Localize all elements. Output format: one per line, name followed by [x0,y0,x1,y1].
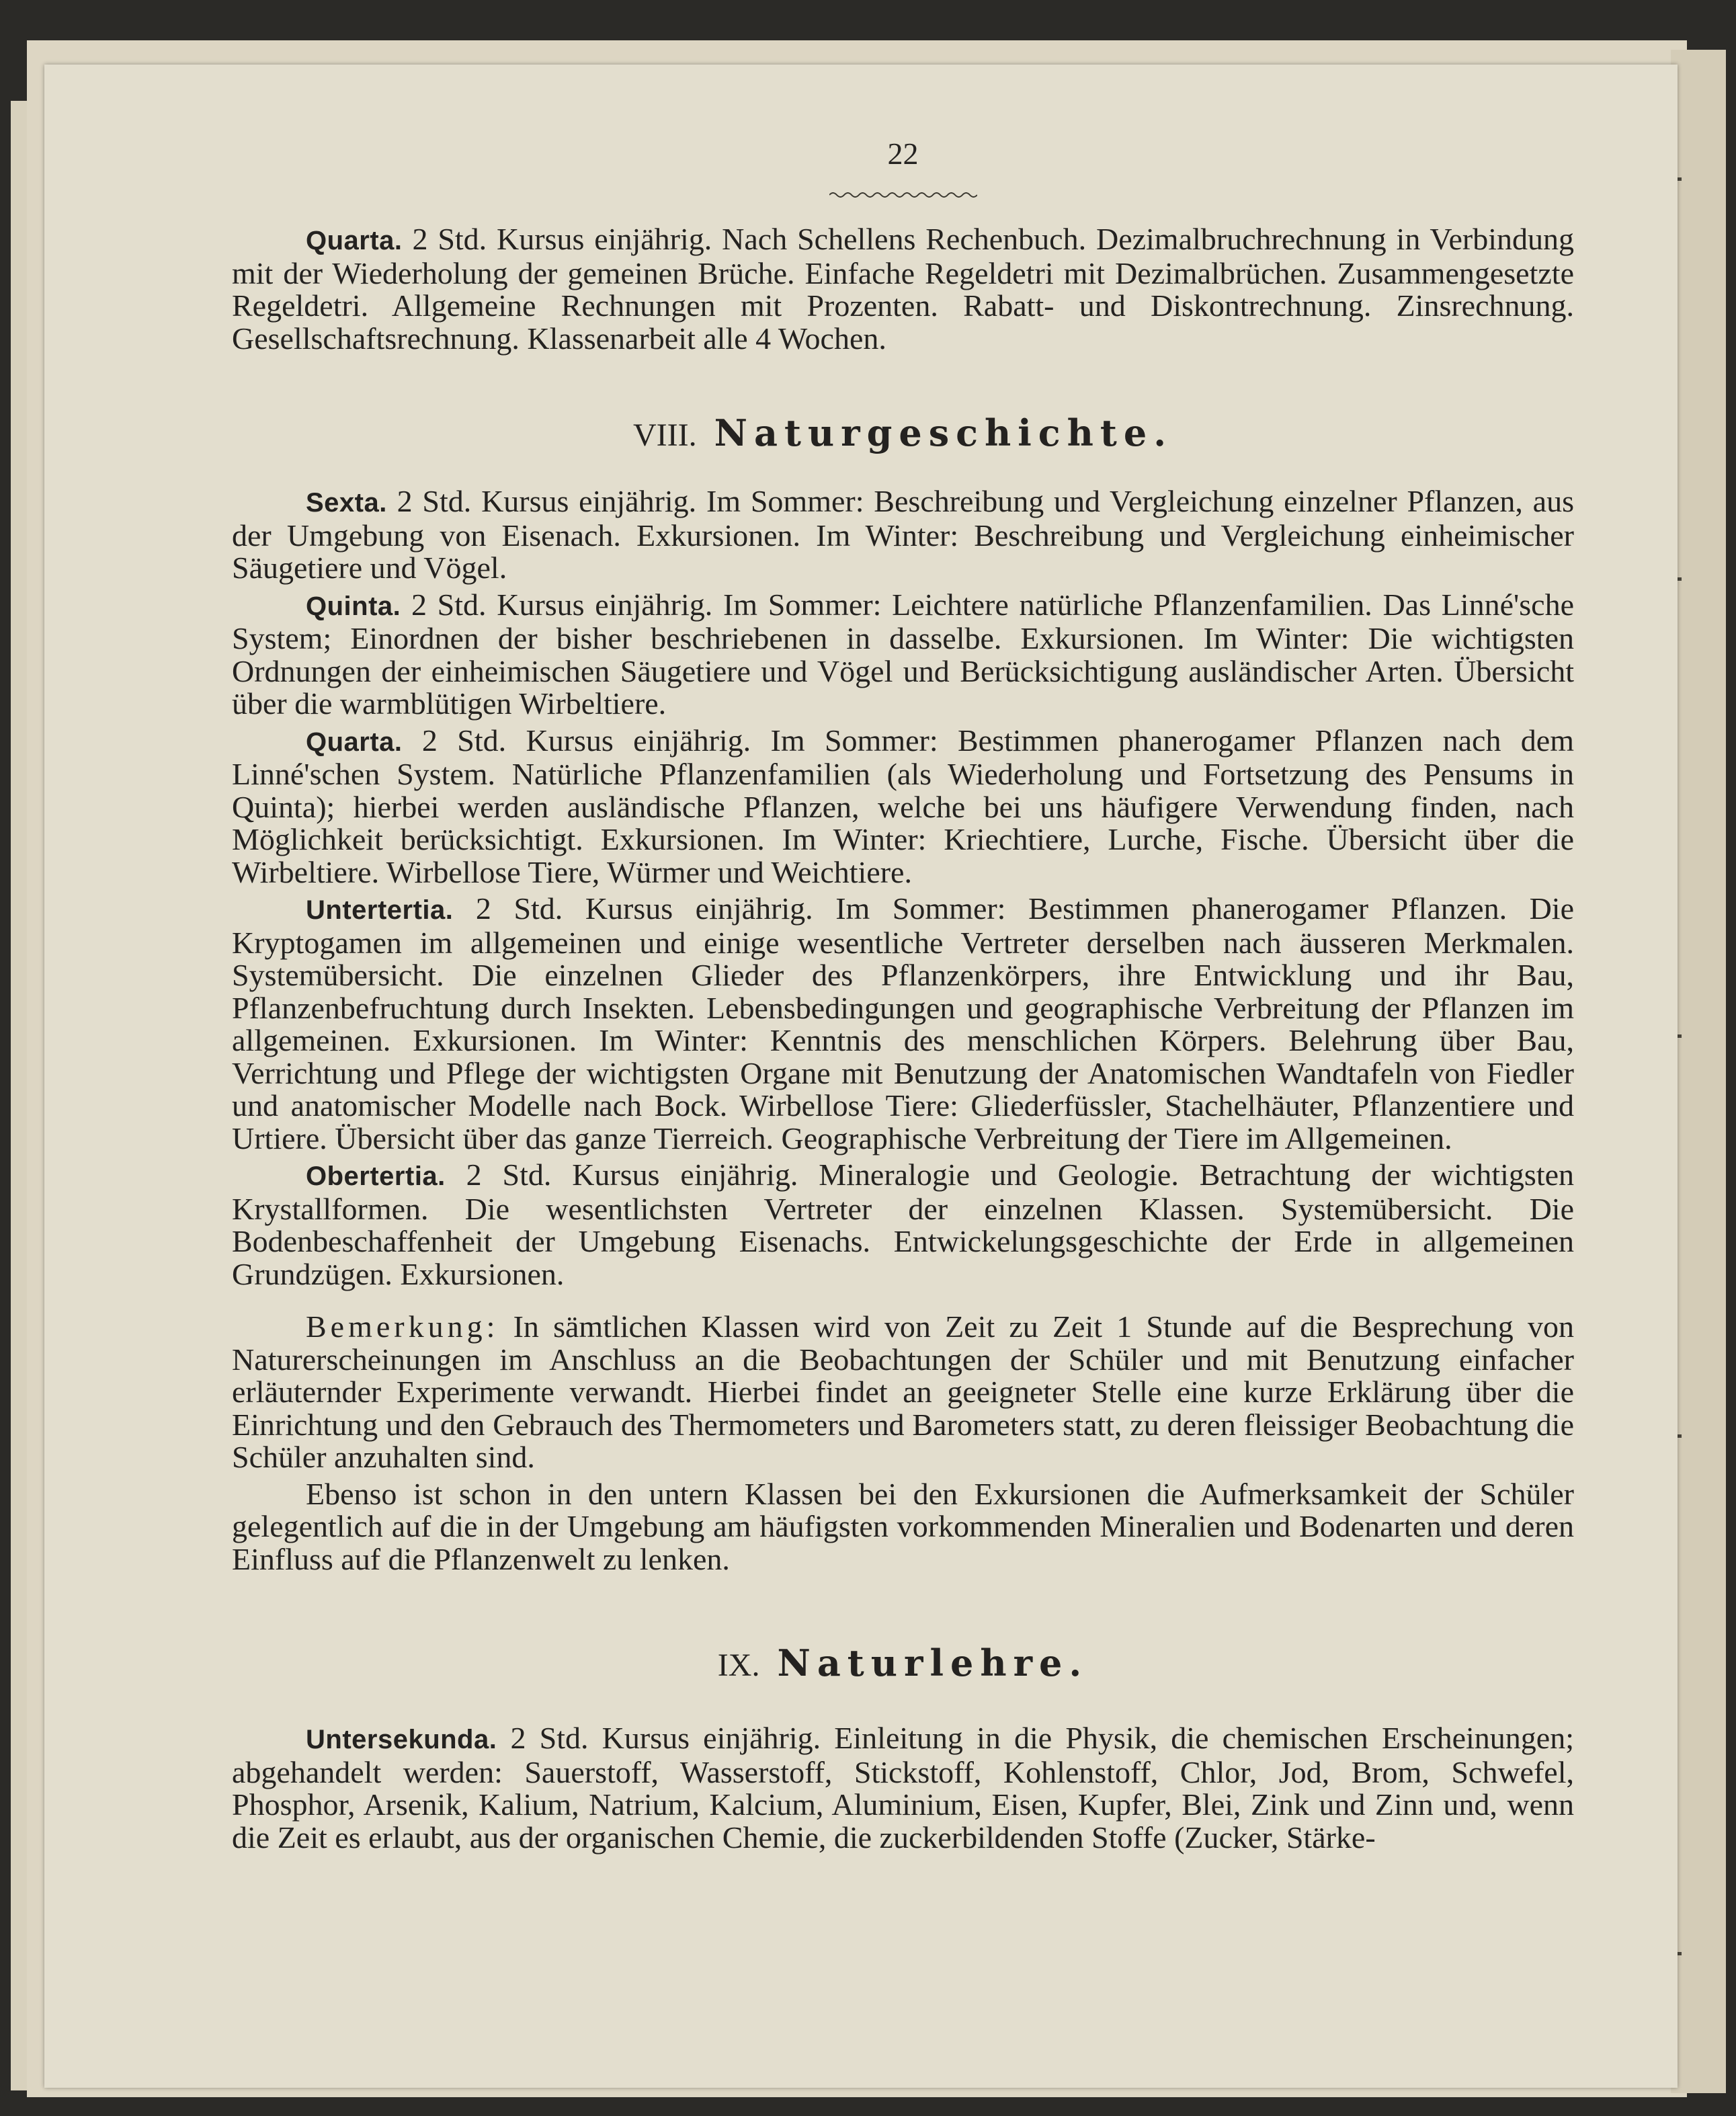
remark-paragraph: Ebenso ist schon in den untern Klassen bei den Exkursionen die Aufmerksamkeit der Schüler gelegentlich auf die in der Umgebung am häufigsten vorkommenden Mineralien und Bodenarten und deren Einfluss auf die Pflanzenwelt zu lenken. [232,1476,1574,1576]
class-label: Untersekunda. [306,1725,497,1754]
section-heading [232,413,1574,456]
class-label: Quinta. [306,591,401,621]
wavy-rule-icon [829,190,977,200]
remark-label: Bemerkung: [306,1309,499,1344]
section-title: Naturgeschichte. [714,411,1173,454]
curriculum-entry [232,1722,1574,1854]
paragraph-text: 2 Std. Kursus einjährig. Im Sommer: Bestimmen phanerogamer Pflanzen. Die Kryptogamen im allgemeinen und einige wesentliche Vertreter derselben nach äusseren Merkmalen. Systemübersicht. Die einzelnen Glieder des Pflanzenkörpers, ihre Entwicklung und ihr Bau, Pflanzenbefruchtung durch Insekten. Lebensbedingungen und geographische Verbreitung der Pflanzen im allgemeinen. Exkursionen. Im Winter: Kenntnis des menschlichen Körpers. Belehrung über Bau, Verrichtung und Pflege der wichtigsten Organe mit Benutzung der Anatomischen Wandtafeln von Fiedler und anatomischer Modelle nach Bock. Wirbellose Tiere: Gliederfüssler, Stachelhäuter, Pflanzentiere und Urtiere. Übersicht über das ganze Tierreich. Geographische Verbreitung der Tiere im Allgemeinen. [232,891,1575,1155]
curriculum-entry [232,1159,1574,1291]
paragraph-text: In sämtlichen Klassen wird von Zeit zu Zeit 1 Stunde auf die Besprechung von Naturerscheinungen im Anschluss an die Beobachtungen der Schüler und mit Benutzung einfacher erläuternder Experimente verwandt. Hierbei findet an geeigneter Stelle eine kurze Erklärung über die Einrichtung und den Gebrauch des Thermometers und Barometers statt, zu deren fleissiger Beobachtung die Schüler anzuhalten sind. [232,1309,1574,1474]
page-number: 22 [887,136,919,171]
paragraph-text: 2 Std. Kursus einjährig. Mineralogie und Geologie. Betrachtung der wichtigsten Krystallformen. Die wesentlichsten Vertreter der einzelnen Klassen. Systemübersicht. Die Bodenbeschaffenheit der Umgebung Eisenachs. Entwickelungsgeschichte der Erde in allgemeinen Grundzügen. Exkursionen. [232,1157,1575,1291]
page-number-ornament [232,173,1574,190]
class-label: Quarta. [306,226,403,255]
remark-block [232,1311,1574,1576]
section-numeral: IX. [717,1647,760,1683]
paragraph-text: 2 Std. Kursus einjährig. Im Sommer: Bestimmen phanerogamer Pflanzen nach dem Linné'schen System. Natürliche Pflanzenfamilien (als Wiederholung und Fortsetzung des Pensums in Quinta); hierbei werden ausländische Pflanzen, welche bei uns häufigere Verwendung finden, nach Möglichkeit berücksichtigt. Exkursionen. Im Winter: Kriechtiere, Lurche, Fische. Übersicht über die Wirbeltiere. Wirbellose Tiere, Würmer und Weichtiere. [232,723,1574,889]
curriculum-entry [232,589,1574,721]
remark-paragraph [232,1311,1574,1474]
class-label: Untertertia. [306,895,454,925]
paragraph-text: 2 Std. Kursus einjährig. Im Sommer: Beschreibung und Vergleichung einzelner Pflanzen, aus der Umgebung von Eisenach. Exkursionen. Im Winter: Beschreibung und Vergleichung einheimischer Säugetiere und Vögel. [232,484,1574,585]
paragraph-text: 2 Std. Kursus einjährig. Im Sommer: Leichtere natürliche Pflanzenfamilien. Das Linné'sche System; Einordnen der bisher beschriebenen in dasselbe. Exkursionen. Im Winter: Die wichtigsten Ordnungen der einheimischen Säugetiere und Vögel und Berücksichtigung ausländischer Arten. Übersicht über die warmblütigen Wirbeltiere. [232,587,1575,721]
class-label: Obertertia. [306,1162,446,1191]
page-content [232,134,1574,1854]
curriculum-entry [232,485,1574,585]
curriculum-entry [232,893,1574,1155]
section-numeral: VIII. [632,417,697,453]
section-title: Naturlehre. [777,1641,1089,1684]
binding-strip [1671,50,1726,2093]
curriculum-entry [232,725,1574,889]
class-label: Quarta. [306,727,403,757]
intro-paragraph [232,223,1574,355]
class-label: Sexta. [306,488,387,518]
paragraph-text: 2 Std. Kursus einjährig. Nach Schellens Rechenbuch. Dezimalbruchrechnung in Verbindung mit der Wiederholung der gemeinen Brüche. Einfache Regeldetri mit Dezimalbrüchen. Zusammengesetzte Regeldetri. Allgemeine Rechnungen mit Prozenten. Rabatt- und Diskontrechnung. Zinsrechnung. Gesellschaftsrechnung. Klassenarbeit alle 4 Wochen. [232,222,1575,356]
section-heading [232,1643,1574,1686]
paragraph-text: 2 Std. Kursus einjährig. Einleitung in die Physik, die chemischen Erscheinungen; abgehandelt werden: Sauerstoff, Wasserstoff, Stickstoff, Kohlenstoff, Chlor, Jod, Brom, Schwefel, Phosphor, Arsenik, Kalium, Natrium, Kalcium, Aluminium, Eisen, Kupfer, Blei, Zink und Zinn und, wenn die Zeit es erlaubt, aus der organischen Chemie, die zuckerbildenden Stoffe (Zucker, Stärke- [232,1721,1574,1855]
